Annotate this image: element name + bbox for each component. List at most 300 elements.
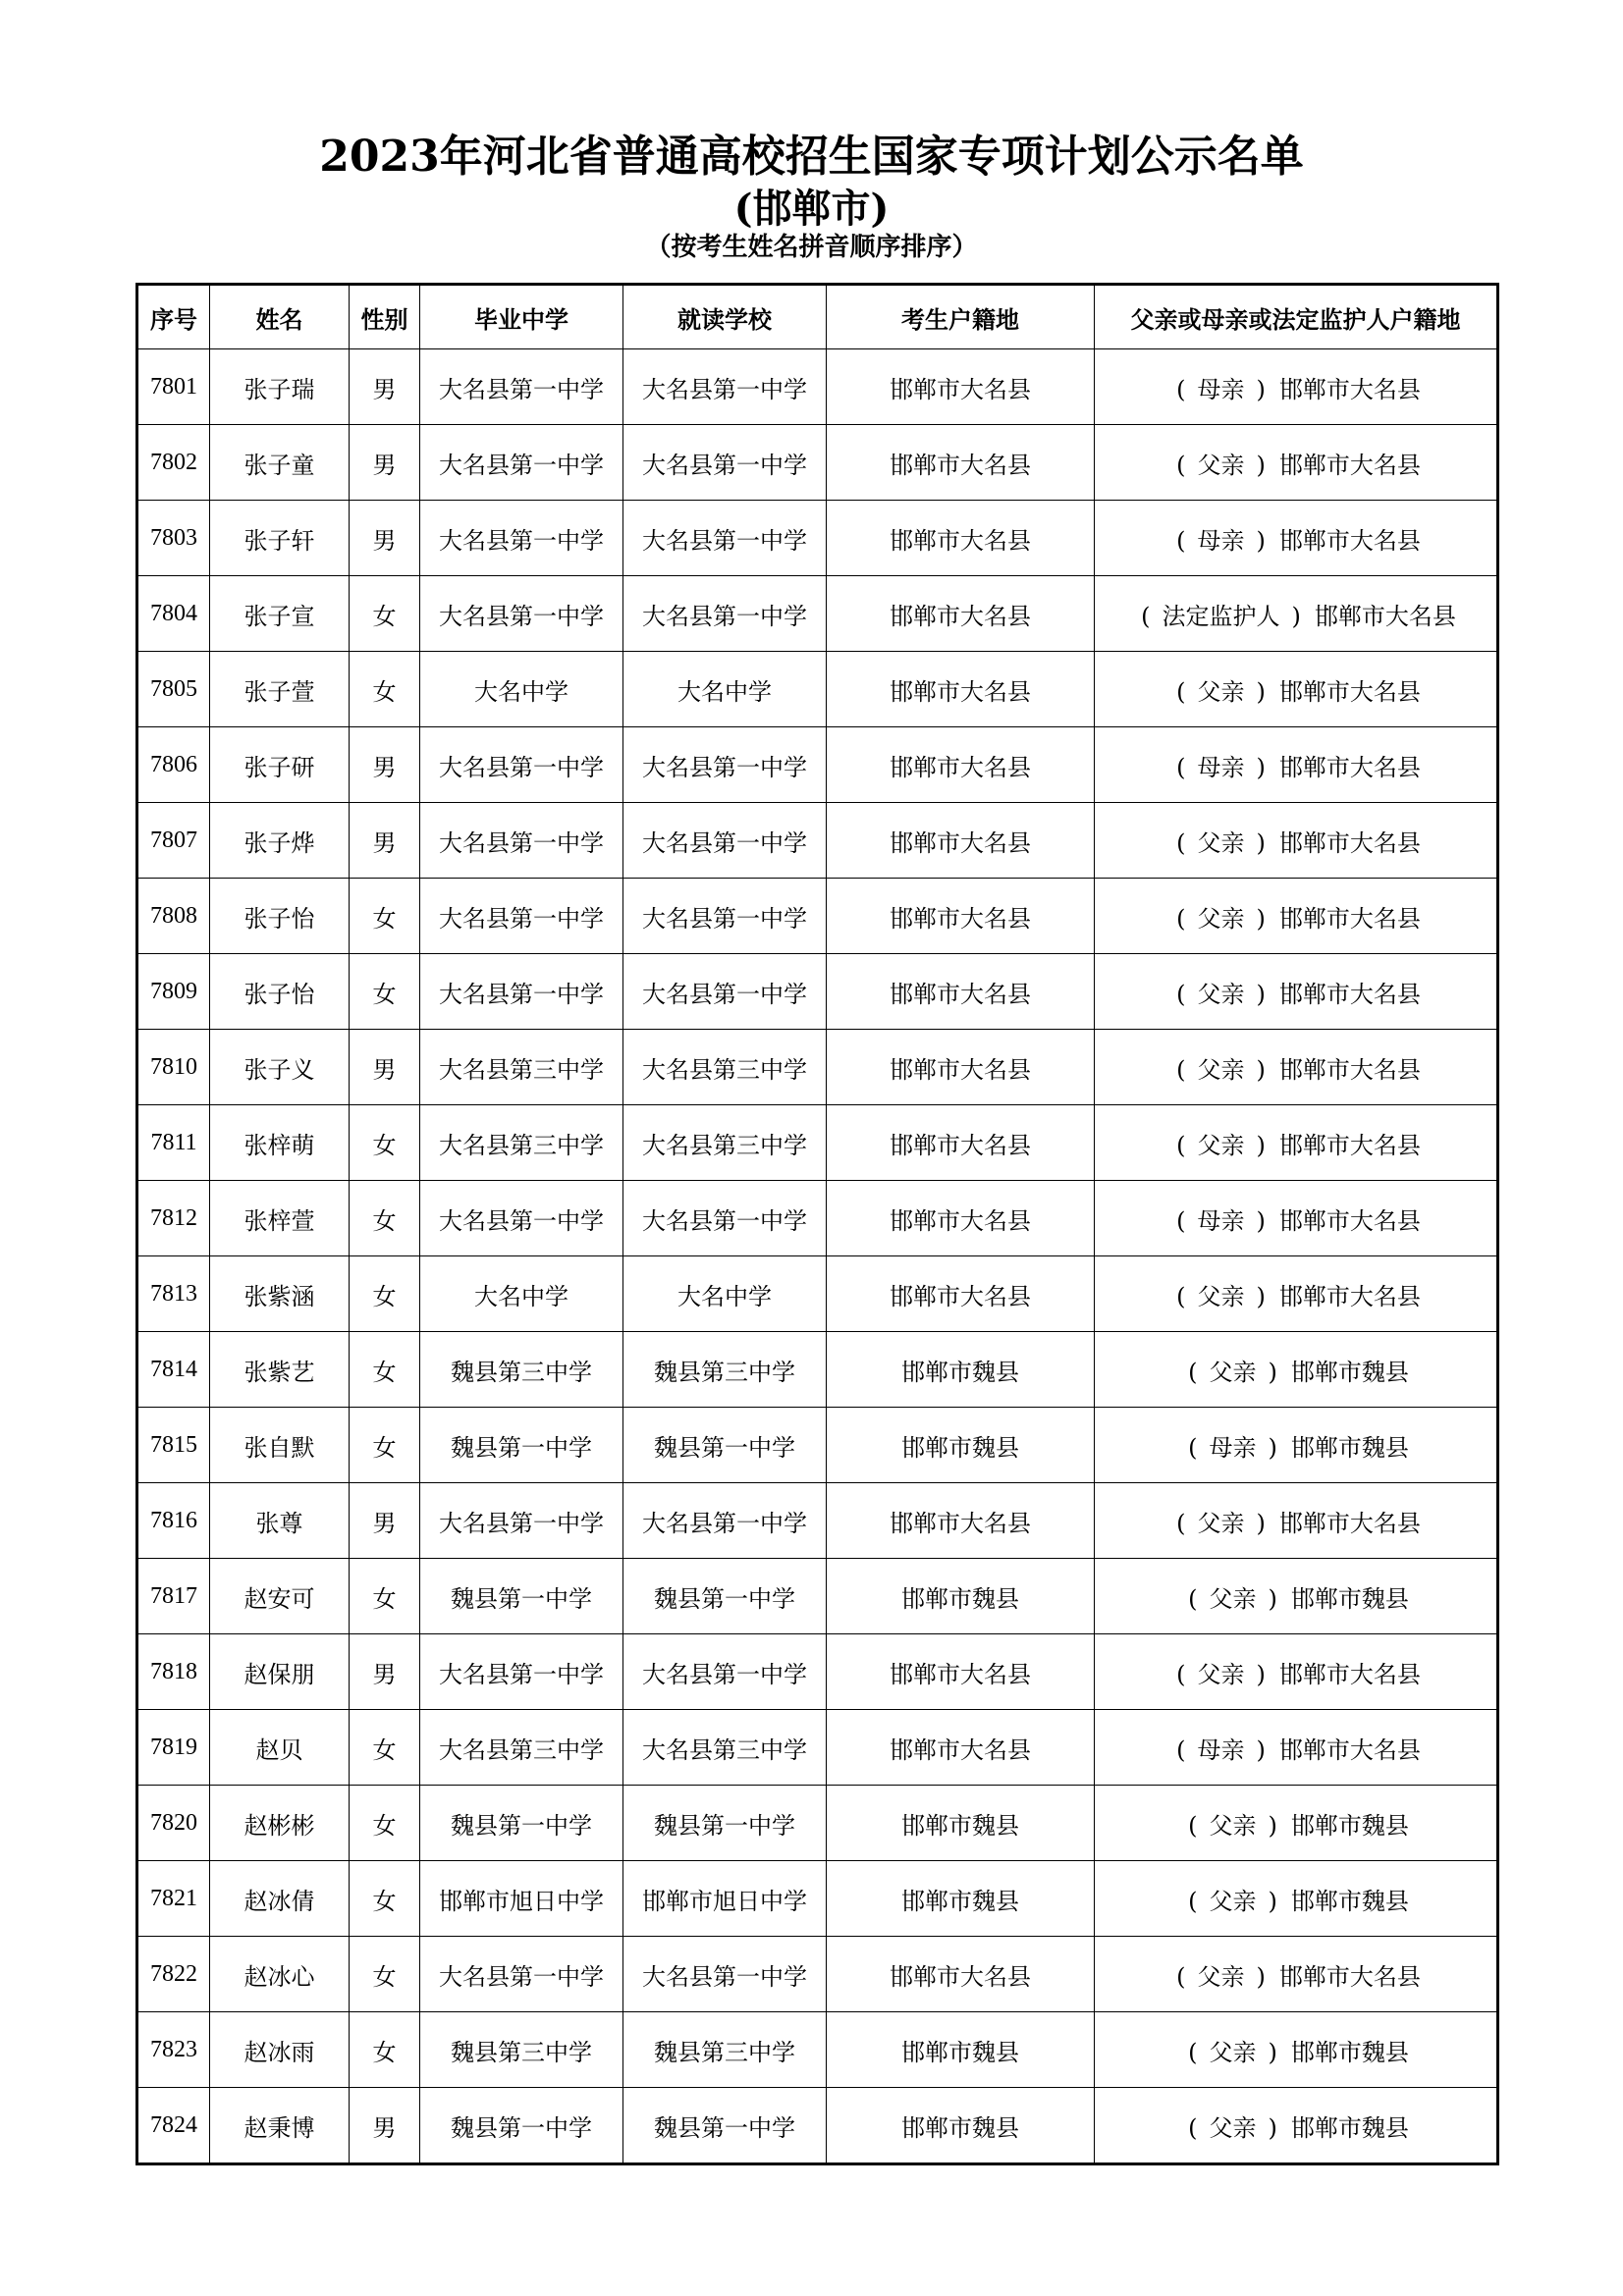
header-guardian-hukou: 父亲或母亲或法定监护人户籍地 xyxy=(1095,285,1498,349)
paren-close: ) xyxy=(1256,1055,1266,1084)
paren-close: ) xyxy=(1256,375,1266,403)
cell-no: 7820 xyxy=(137,1786,210,1861)
paren-open: ( xyxy=(1141,602,1151,630)
document-city: (邯郸市) xyxy=(733,186,890,232)
paren-open: ( xyxy=(1176,904,1186,933)
cell-grad-school: 大名县第一中学 xyxy=(420,501,623,576)
table-row xyxy=(137,1559,1498,1634)
header-school: 就读学校 xyxy=(623,285,827,349)
cell-school: 大名县第一中学 xyxy=(623,803,827,879)
cell-name: 赵贝 xyxy=(210,1710,350,1786)
cell-grad-school: 大名县第一中学 xyxy=(420,803,623,879)
guardian-location: 邯郸市大名县 xyxy=(1278,1509,1421,1537)
cell-no: 7806 xyxy=(137,727,210,803)
table-row xyxy=(137,1181,1498,1256)
paren-close: ) xyxy=(1256,1282,1266,1310)
cell-guardian-hukou xyxy=(1095,1408,1498,1483)
paren-open: ( xyxy=(1176,1131,1186,1159)
cell-grad-school: 大名县第三中学 xyxy=(420,1030,623,1105)
cell-gender: 女 xyxy=(350,1408,420,1483)
paren-open: ( xyxy=(1188,2113,1198,2142)
cell-school: 魏县第三中学 xyxy=(623,2012,827,2088)
guardian-relation: 父亲 xyxy=(1197,1055,1245,1084)
paren-open: ( xyxy=(1176,1282,1186,1310)
table-row xyxy=(137,1937,1498,2012)
cell-grad-school: 大名县第一中学 xyxy=(420,727,623,803)
cell-school: 大名县第一中学 xyxy=(623,1181,827,1256)
table-row xyxy=(137,1256,1498,1332)
guardian-location: 邯郸市大名县 xyxy=(1278,1055,1421,1084)
cell-grad-school: 大名县第一中学 xyxy=(420,1634,623,1710)
cell-guardian-hukou xyxy=(1095,652,1498,727)
cell-grad-school: 大名县第一中学 xyxy=(420,1181,623,1256)
guardian-relation: 父亲 xyxy=(1197,1282,1245,1310)
cell-guardian-hukou xyxy=(1095,1181,1498,1256)
guardian-relation: 母亲 xyxy=(1209,1433,1257,1462)
paren-open: ( xyxy=(1176,1735,1186,1764)
cell-guardian-hukou xyxy=(1095,1030,1498,1105)
cell-name: 赵秉博 xyxy=(210,2088,350,2164)
table-row xyxy=(137,727,1498,803)
cell-guardian-hukou xyxy=(1095,2012,1498,2088)
guardian-location: 邯郸市魏县 xyxy=(1290,1584,1409,1613)
guardian-relation: 母亲 xyxy=(1197,753,1245,781)
paren-close: ) xyxy=(1268,1433,1277,1462)
cell-name: 赵安可 xyxy=(210,1559,350,1634)
guardian-location: 邯郸市大名县 xyxy=(1278,1735,1421,1764)
cell-no: 7816 xyxy=(137,1483,210,1559)
guardian-relation: 父亲 xyxy=(1197,1660,1245,1688)
cell-guardian-hukou xyxy=(1095,349,1498,425)
cell-gender: 女 xyxy=(350,1332,420,1408)
table-row xyxy=(137,652,1498,727)
cell-no: 7805 xyxy=(137,652,210,727)
paren-open: ( xyxy=(1176,1206,1186,1235)
cell-school: 大名县第一中学 xyxy=(623,727,827,803)
cell-grad-school: 大名县第一中学 xyxy=(420,425,623,501)
guardian-relation: 父亲 xyxy=(1197,677,1245,706)
cell-gender: 女 xyxy=(350,1710,420,1786)
cell-guardian-hukou xyxy=(1095,1634,1498,1710)
cell-school: 大名县第一中学 xyxy=(623,879,827,954)
cell-gender: 男 xyxy=(350,1483,420,1559)
cell-gender: 女 xyxy=(350,1105,420,1181)
table-row xyxy=(137,1483,1498,1559)
cell-guardian-hukou xyxy=(1095,954,1498,1030)
cell-school: 大名县第一中学 xyxy=(623,1937,827,2012)
paren-close: ) xyxy=(1256,1962,1266,1991)
cell-no: 7817 xyxy=(137,1559,210,1634)
cell-school: 魏县第一中学 xyxy=(623,1408,827,1483)
cell-no: 7815 xyxy=(137,1408,210,1483)
guardian-relation: 母亲 xyxy=(1197,526,1245,555)
guardian-relation: 母亲 xyxy=(1197,1206,1245,1235)
cell-no: 7824 xyxy=(137,2088,210,2164)
paren-close: ) xyxy=(1256,904,1266,933)
cell-no: 7802 xyxy=(137,425,210,501)
paren-close: ) xyxy=(1268,1811,1277,1840)
paren-close: ) xyxy=(1268,1887,1277,1915)
guardian-location: 邯郸市大名县 xyxy=(1278,980,1421,1008)
table-row xyxy=(137,1332,1498,1408)
guardian-location: 邯郸市大名县 xyxy=(1278,1660,1421,1688)
paren-open: ( xyxy=(1176,1962,1186,1991)
table-body xyxy=(137,349,1498,2164)
guardian-relation: 法定监护人 xyxy=(1162,602,1280,630)
paren-open: ( xyxy=(1176,677,1186,706)
cell-hukou: 邯郸市大名县 xyxy=(827,652,1095,727)
table-row xyxy=(137,1861,1498,1937)
cell-hukou: 邯郸市大名县 xyxy=(827,1256,1095,1332)
paren-close: ) xyxy=(1291,602,1301,630)
cell-gender: 女 xyxy=(350,879,420,954)
header-hukou: 考生户籍地 xyxy=(827,285,1095,349)
cell-school: 大名中学 xyxy=(623,652,827,727)
table-row xyxy=(137,349,1498,425)
cell-school: 大名县第一中学 xyxy=(623,1483,827,1559)
cell-gender: 女 xyxy=(350,1861,420,1937)
cell-hukou: 邯郸市大名县 xyxy=(827,1483,1095,1559)
cell-gender: 男 xyxy=(350,1634,420,1710)
cell-grad-school: 魏县第一中学 xyxy=(420,1786,623,1861)
cell-grad-school: 大名中学 xyxy=(420,652,623,727)
paren-close: ) xyxy=(1256,980,1266,1008)
guardian-relation: 父亲 xyxy=(1197,980,1245,1008)
guardian-location: 邯郸市大名县 xyxy=(1278,1282,1421,1310)
cell-name: 张子烨 xyxy=(210,803,350,879)
guardian-location: 邯郸市大名县 xyxy=(1278,451,1421,479)
cell-grad-school: 魏县第一中学 xyxy=(420,1408,623,1483)
guardian-location: 邯郸市魏县 xyxy=(1290,1887,1409,1915)
paren-open: ( xyxy=(1188,1811,1198,1840)
cell-school: 魏县第三中学 xyxy=(623,1332,827,1408)
cell-name: 赵冰倩 xyxy=(210,1861,350,1937)
cell-hukou: 邯郸市魏县 xyxy=(827,1408,1095,1483)
paren-open: ( xyxy=(1176,375,1186,403)
paren-close: ) xyxy=(1256,828,1266,857)
cell-gender: 女 xyxy=(350,1181,420,1256)
cell-guardian-hukou xyxy=(1095,1483,1498,1559)
cell-guardian-hukou xyxy=(1095,1786,1498,1861)
cell-gender: 女 xyxy=(350,2012,420,2088)
guardian-relation: 父亲 xyxy=(1197,904,1245,933)
table-row xyxy=(137,1786,1498,1861)
guardian-location: 邯郸市魏县 xyxy=(1290,1811,1409,1840)
guardian-location: 邯郸市大名县 xyxy=(1278,526,1421,555)
cell-name: 张子义 xyxy=(210,1030,350,1105)
guardian-location: 邯郸市大名县 xyxy=(1278,1131,1421,1159)
cell-no: 7819 xyxy=(137,1710,210,1786)
table-row xyxy=(137,1634,1498,1710)
cell-gender: 男 xyxy=(350,803,420,879)
cell-guardian-hukou xyxy=(1095,1105,1498,1181)
cell-name: 张子瑞 xyxy=(210,349,350,425)
cell-hukou: 邯郸市大名县 xyxy=(827,1634,1095,1710)
table-row xyxy=(137,879,1498,954)
cell-hukou: 邯郸市大名县 xyxy=(827,1710,1095,1786)
guardian-location: 邯郸市大名县 xyxy=(1278,1962,1421,1991)
table-row xyxy=(137,1030,1498,1105)
cell-name: 张自默 xyxy=(210,1408,350,1483)
cell-no: 7804 xyxy=(137,576,210,652)
guardian-location: 邯郸市魏县 xyxy=(1290,1358,1409,1386)
cell-gender: 男 xyxy=(350,2088,420,2164)
cell-gender: 女 xyxy=(350,1937,420,2012)
table-row xyxy=(137,1710,1498,1786)
cell-school: 大名县第一中学 xyxy=(623,501,827,576)
cell-hukou: 邯郸市魏县 xyxy=(827,2088,1095,2164)
header-gender: 性别 xyxy=(350,285,420,349)
cell-name: 张尊 xyxy=(210,1483,350,1559)
paren-open: ( xyxy=(1176,828,1186,857)
paren-open: ( xyxy=(1176,526,1186,555)
paren-open: ( xyxy=(1188,1584,1198,1613)
guardian-relation: 父亲 xyxy=(1209,1811,1257,1840)
cell-name: 张梓萱 xyxy=(210,1181,350,1256)
cell-hukou: 邯郸市大名县 xyxy=(827,349,1095,425)
cell-school: 大名县第三中学 xyxy=(623,1710,827,1786)
cell-name: 张子萱 xyxy=(210,652,350,727)
cell-guardian-hukou xyxy=(1095,425,1498,501)
cell-hukou: 邯郸市魏县 xyxy=(827,1786,1095,1861)
document-title: 2023年河北省普通高校招生国家专项计划公示名单 xyxy=(319,132,1304,182)
cell-guardian-hukou xyxy=(1095,1332,1498,1408)
guardian-location: 邯郸市大名县 xyxy=(1278,904,1421,933)
cell-no: 7823 xyxy=(137,2012,210,2088)
guardian-location: 邯郸市大名县 xyxy=(1278,375,1421,403)
cell-guardian-hukou xyxy=(1095,576,1498,652)
cell-school: 大名县第一中学 xyxy=(623,954,827,1030)
table-row xyxy=(137,1408,1498,1483)
table-row xyxy=(137,2088,1498,2164)
paren-open: ( xyxy=(1176,1509,1186,1537)
cell-grad-school: 大名县第一中学 xyxy=(420,879,623,954)
paren-open: ( xyxy=(1188,1358,1198,1386)
cell-hukou: 邯郸市大名县 xyxy=(827,501,1095,576)
cell-school: 大名县第三中学 xyxy=(623,1030,827,1105)
paren-open: ( xyxy=(1176,980,1186,1008)
cell-school: 大名县第一中学 xyxy=(623,425,827,501)
paren-open: ( xyxy=(1188,1887,1198,1915)
cell-hukou: 邯郸市大名县 xyxy=(827,954,1095,1030)
table-row xyxy=(137,1105,1498,1181)
guardian-relation: 父亲 xyxy=(1209,2113,1257,2142)
sort-note: （按考生姓名拼音顺序排序） xyxy=(645,233,978,262)
guardian-location: 邯郸市大名县 xyxy=(1314,602,1456,630)
cell-school: 邯郸市旭日中学 xyxy=(623,1861,827,1937)
cell-name: 张子宣 xyxy=(210,576,350,652)
cell-grad-school: 大名县第一中学 xyxy=(420,349,623,425)
cell-gender: 女 xyxy=(350,1559,420,1634)
cell-grad-school: 大名县第三中学 xyxy=(420,1710,623,1786)
paren-close: ) xyxy=(1256,526,1266,555)
paren-close: ) xyxy=(1256,753,1266,781)
cell-guardian-hukou xyxy=(1095,1710,1498,1786)
paren-close: ) xyxy=(1256,1131,1266,1159)
cell-name: 赵保朋 xyxy=(210,1634,350,1710)
paren-open: ( xyxy=(1176,451,1186,479)
guardian-relation: 父亲 xyxy=(1209,2038,1257,2066)
cell-grad-school: 魏县第一中学 xyxy=(420,2088,623,2164)
cell-hukou: 邯郸市大名县 xyxy=(827,1937,1095,2012)
paren-open: ( xyxy=(1188,2038,1198,2066)
cell-grad-school: 魏县第三中学 xyxy=(420,2012,623,2088)
header-name: 姓名 xyxy=(210,285,350,349)
cell-school: 大名中学 xyxy=(623,1256,827,1332)
guardian-relation: 父亲 xyxy=(1197,1962,1245,1991)
cell-grad-school: 魏县第三中学 xyxy=(420,1332,623,1408)
cell-gender: 男 xyxy=(350,1030,420,1105)
cell-grad-school: 大名县第一中学 xyxy=(420,576,623,652)
guardian-relation: 母亲 xyxy=(1197,1735,1245,1764)
cell-name: 赵彬彬 xyxy=(210,1786,350,1861)
guardian-location: 邯郸市大名县 xyxy=(1278,1206,1421,1235)
cell-no: 7822 xyxy=(137,1937,210,2012)
cell-guardian-hukou xyxy=(1095,501,1498,576)
guardian-location: 邯郸市大名县 xyxy=(1278,753,1421,781)
table-row xyxy=(137,425,1498,501)
cell-no: 7801 xyxy=(137,349,210,425)
cell-grad-school: 邯郸市旭日中学 xyxy=(420,1861,623,1937)
cell-hukou: 邯郸市魏县 xyxy=(827,1861,1095,1937)
guardian-relation: 父亲 xyxy=(1209,1584,1257,1613)
cell-school: 魏县第一中学 xyxy=(623,1786,827,1861)
cell-gender: 女 xyxy=(350,652,420,727)
cell-gender: 女 xyxy=(350,576,420,652)
cell-guardian-hukou xyxy=(1095,1559,1498,1634)
table-header-row xyxy=(137,285,1498,349)
cell-school: 魏县第一中学 xyxy=(623,2088,827,2164)
cell-no: 7812 xyxy=(137,1181,210,1256)
table-row xyxy=(137,2012,1498,2088)
cell-no: 7808 xyxy=(137,879,210,954)
cell-gender: 女 xyxy=(350,1256,420,1332)
cell-name: 张子轩 xyxy=(210,501,350,576)
paren-open: ( xyxy=(1188,1433,1198,1462)
guardian-relation: 父亲 xyxy=(1197,1509,1245,1537)
cell-gender: 女 xyxy=(350,1786,420,1861)
cell-name: 张子研 xyxy=(210,727,350,803)
cell-no: 7814 xyxy=(137,1332,210,1408)
cell-gender: 男 xyxy=(350,349,420,425)
guardian-relation: 父亲 xyxy=(1197,451,1245,479)
guardian-relation: 父亲 xyxy=(1197,828,1245,857)
paren-close: ) xyxy=(1268,2113,1277,2142)
cell-grad-school: 大名县第一中学 xyxy=(420,954,623,1030)
cell-hukou: 邯郸市魏县 xyxy=(827,1559,1095,1634)
cell-hukou: 邯郸市大名县 xyxy=(827,1105,1095,1181)
cell-hukou: 邯郸市大名县 xyxy=(827,727,1095,803)
paren-close: ) xyxy=(1256,1735,1266,1764)
paren-open: ( xyxy=(1176,1055,1186,1084)
guardian-location: 邯郸市大名县 xyxy=(1278,828,1421,857)
cell-hukou: 邯郸市魏县 xyxy=(827,2012,1095,2088)
paren-close: ) xyxy=(1256,677,1266,706)
paren-close: ) xyxy=(1256,1509,1266,1537)
cell-grad-school: 魏县第一中学 xyxy=(420,1559,623,1634)
guardian-relation: 父亲 xyxy=(1197,1131,1245,1159)
cell-hukou: 邯郸市大名县 xyxy=(827,1030,1095,1105)
cell-name: 张子怡 xyxy=(210,879,350,954)
cell-no: 7813 xyxy=(137,1256,210,1332)
cell-no: 7811 xyxy=(137,1105,210,1181)
cell-gender: 男 xyxy=(350,727,420,803)
cell-no: 7807 xyxy=(137,803,210,879)
cell-guardian-hukou xyxy=(1095,879,1498,954)
cell-guardian-hukou xyxy=(1095,1256,1498,1332)
cell-gender: 男 xyxy=(350,425,420,501)
guardian-relation: 母亲 xyxy=(1197,375,1245,403)
paren-close: ) xyxy=(1256,1660,1266,1688)
cell-hukou: 邯郸市魏县 xyxy=(827,1332,1095,1408)
guardian-relation: 父亲 xyxy=(1209,1358,1257,1386)
cell-guardian-hukou xyxy=(1095,803,1498,879)
cell-name: 赵冰心 xyxy=(210,1937,350,2012)
cell-name: 张紫涵 xyxy=(210,1256,350,1332)
roster-table xyxy=(135,283,1499,2165)
cell-grad-school: 大名中学 xyxy=(420,1256,623,1332)
cell-name: 张子童 xyxy=(210,425,350,501)
cell-name: 赵冰雨 xyxy=(210,2012,350,2088)
cell-hukou: 邯郸市大名县 xyxy=(827,425,1095,501)
cell-grad-school: 大名县第三中学 xyxy=(420,1105,623,1181)
paren-open: ( xyxy=(1176,753,1186,781)
cell-grad-school: 大名县第一中学 xyxy=(420,1937,623,2012)
cell-name: 张紫艺 xyxy=(210,1332,350,1408)
cell-school: 大名县第三中学 xyxy=(623,1105,827,1181)
paren-close: ) xyxy=(1256,1206,1266,1235)
cell-hukou: 邯郸市大名县 xyxy=(827,1181,1095,1256)
cell-guardian-hukou xyxy=(1095,1861,1498,1937)
cell-hukou: 邯郸市大名县 xyxy=(827,879,1095,954)
header-no: 序号 xyxy=(137,285,210,349)
table-row xyxy=(137,954,1498,1030)
cell-no: 7809 xyxy=(137,954,210,1030)
cell-no: 7821 xyxy=(137,1861,210,1937)
cell-grad-school: 大名县第一中学 xyxy=(420,1483,623,1559)
cell-name: 张梓萌 xyxy=(210,1105,350,1181)
cell-hukou: 邯郸市大名县 xyxy=(827,803,1095,879)
cell-name: 张子怡 xyxy=(210,954,350,1030)
cell-no: 7810 xyxy=(137,1030,210,1105)
cell-hukou: 邯郸市大名县 xyxy=(827,576,1095,652)
paren-close: ) xyxy=(1256,451,1266,479)
table-row xyxy=(137,803,1498,879)
cell-no: 7803 xyxy=(137,501,210,576)
header-grad-school: 毕业中学 xyxy=(420,285,623,349)
cell-guardian-hukou xyxy=(1095,1937,1498,2012)
paren-close: ) xyxy=(1268,2038,1277,2066)
cell-gender: 男 xyxy=(350,501,420,576)
guardian-location: 邯郸市魏县 xyxy=(1290,2113,1409,2142)
cell-guardian-hukou xyxy=(1095,727,1498,803)
guardian-location: 邯郸市魏县 xyxy=(1290,2038,1409,2066)
cell-school: 大名县第一中学 xyxy=(623,576,827,652)
paren-close: ) xyxy=(1268,1358,1277,1386)
table-row xyxy=(137,576,1498,652)
cell-school: 魏县第一中学 xyxy=(623,1559,827,1634)
guardian-location: 邯郸市魏县 xyxy=(1290,1433,1409,1462)
table-row xyxy=(137,501,1498,576)
cell-school: 大名县第一中学 xyxy=(623,1634,827,1710)
guardian-location: 邯郸市大名县 xyxy=(1278,677,1421,706)
cell-no: 7818 xyxy=(137,1634,210,1710)
cell-guardian-hukou xyxy=(1095,2088,1498,2164)
paren-close: ) xyxy=(1268,1584,1277,1613)
cell-gender: 女 xyxy=(350,954,420,1030)
paren-open: ( xyxy=(1176,1660,1186,1688)
cell-school: 大名县第一中学 xyxy=(623,349,827,425)
